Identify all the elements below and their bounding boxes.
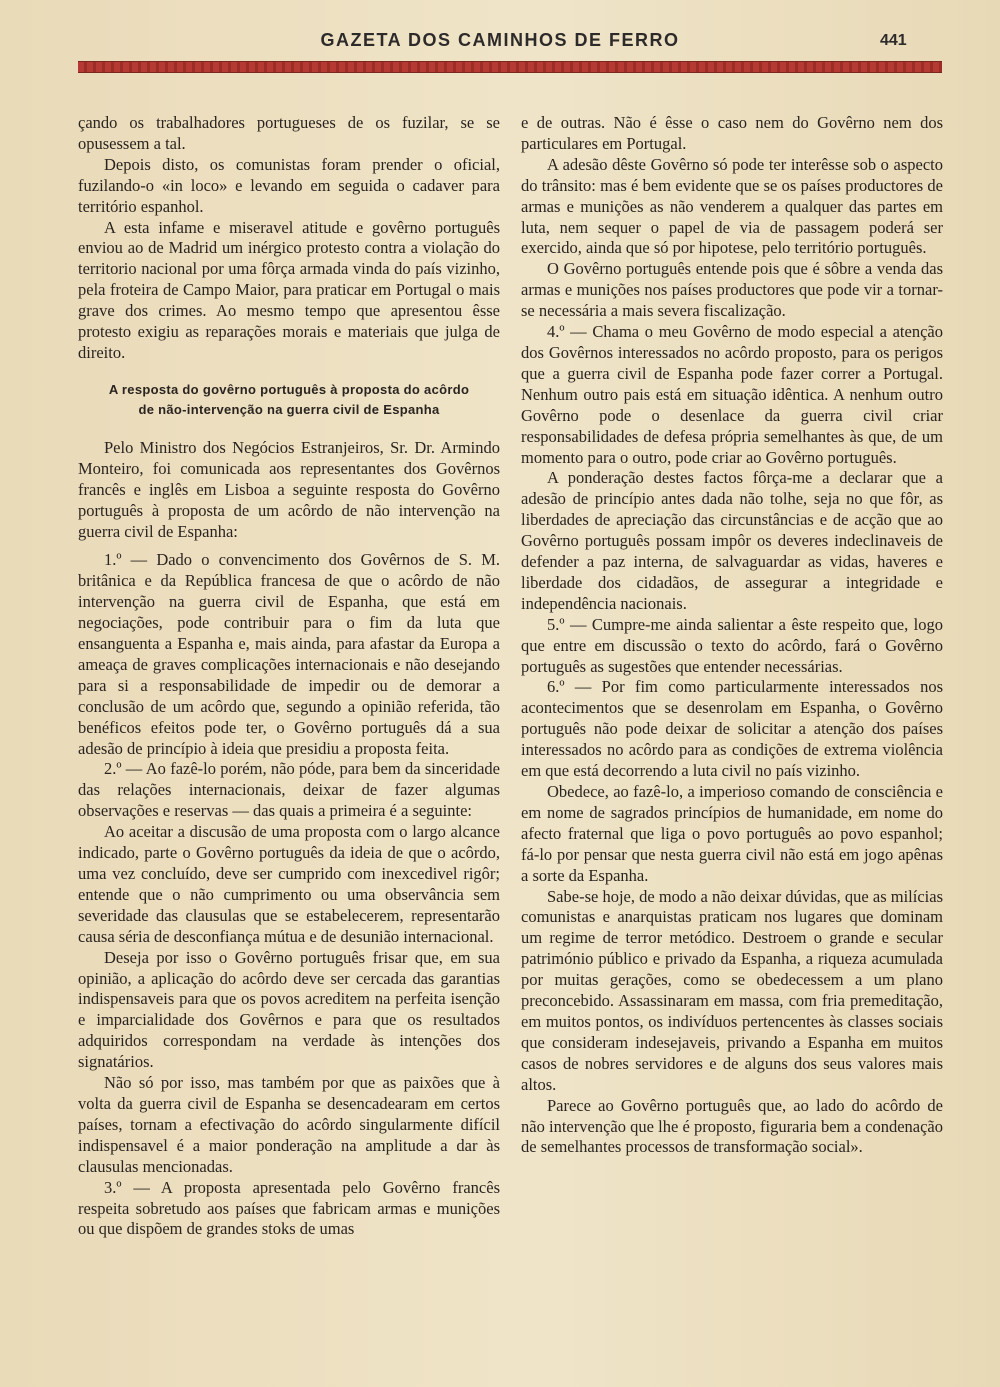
section-heading-line: de não-intervenção na guerra civil de Espanha — [138, 401, 440, 417]
paragraph: Sabe-se hoje, de modo a não deixar dúvidas, que as milícias comunistas e anarquistas praticam nos lugares que dominam um regime de terror metódico. Destroem o grande e secular património público e privado da Espanha, a riqueza acumulada por muitas gerações, como se obedecessem a um plano preconcebido. Assassinaram em massa, com fria premeditação, em muitos pontos, os indivíduos pertencentes às classes sociais que consideram indesejaveis, privando a Espanha em muitos casos de nobres servidores e de alguns dos seus valores mais altos. — [521, 886, 943, 1094]
section-heading-line: A resposta do govêrno português à proposta do acôrdo — [108, 381, 470, 397]
paragraph: 4.º — Chama o meu Govêrno de modo especial a atenção dos Govêrnos interessados no acôrdo proposto, para os perigos que a guerra civil de Espanha pode fazer correr a Portugal. Nenhum outro pais está em situação idêntica. A nenhum outro Govêrno pode o desenlace da guerra civil criar responsabilidades de defesa própria semelhantes às que, de um momento para o outro, pode criar ao Govêrno português. — [521, 322, 943, 467]
paragraph: e de outras. Não é êsse o caso nem do Govêrno nem dos particulares em Portugal. — [521, 113, 943, 153]
section-heading — [78, 380, 500, 420]
paragraph: Parece ao Govêrno português que, ao lado do acôrdo de não intervenção que lhe é proposto, figuraria bem a condenação de semelhantes processos de transformação social». — [521, 1095, 943, 1157]
paragraph: 2.º — Ao fazê-lo porém, não póde, para bem da sinceridade das relações internacionais, deixar de fazer algumas observações e reservas — das quais a primeira é a seguinte: — [78, 759, 500, 821]
paragraph: Pelo Ministro dos Negócios Estranjeiros, Sr. Dr. Armindo Monteiro, foi comunicada aos representantes dos Govêrnos francês e inglês em Lisboa a seguinte resposta do Govêrno português à proposta de um acôrdo de não intervenção na guerra civil de Espanha: — [78, 437, 500, 541]
left-column — [78, 113, 500, 1240]
paragraph: çando os trabalhadores portugueses de os fuzilar, se se opusessem a tal. — [78, 113, 500, 153]
spacer — [78, 542, 500, 550]
paragraph: O Govêrno português entende pois que é sôbre a venda das armas e munições nos países productores que pode vir a tornar-se necessária a mais severa fiscalização. — [521, 259, 943, 321]
paragraph: A esta infame e miseravel atitude e govêrno português enviou ao de Madrid um inérgico protesto contra a violação do territorio nacional por uma fôrça armada vinda do país vizinho, pela froteira de Campo Maior, para praticar em Portugal o mais grave dos crimes. Ao mesmo tempo que apresentou êsse protesto exigiu as reparações morais e materiais que julga de direito. — [78, 217, 500, 362]
paragraph: A adesão dêste Govêrno só pode ter interêsse sob o aspecto do trânsito: mas é bem evidente que se os países productores de armas e munições as não venderem a qualquer das partes em luta, nem sequer o papel de via de passagem poderá ser exercido, ainda que só por hipotese, pelo território português. — [521, 154, 943, 258]
right-column — [521, 113, 943, 1158]
paragraph: Depois disto, os comunistas foram prender o oficial, fuzilando-o «in loco» e levando em seguida o cadaver para território espanhol. — [78, 154, 500, 216]
paragraph: 1.º — Dado o convencimento dos Govêrnos de S. M. britânica e da República francesa de que o acôrdo de não intervenção na guerra civil de Espanha, que está em negociações, pode contribuir para o fim da luta que ensanguenta a Espanha e, mais ainda, para afastar da Europa a ameaça de graves complicações internacionais e não desejando para si a responsabilidade de impedir ou de demorar a conclusão de um acôrdo que, segundo a opinião referida, tão benéficos efeitos pode ter, o Govêrno português dá a sua adesão de princípio à ideia que presidiu a proposta feita. — [78, 550, 500, 758]
paragraph: Ao aceitar a discusão de uma proposta com o largo alcance indicado, parte o Govêrno português da ideia de que o acôrdo, uma vez concluído, deve ser cumprido com inexcedivel rigôr; entende que o não cumprimento ou uma observância sem severidade das clausulas que se estabelecerem, representarão causa séria de desconfiança mútua e de desunião internacional. — [78, 822, 500, 946]
paragraph: A ponderação destes factos fôrça-me a declarar que a adesão de princípio antes dada não tolhe, seja no que fôr, as liberdades de apreciação das circunstâncias e de acção que ao Govêrno português possam impôr os deveres indeclinaveis de defender a paz interna, de salvaguardar as vidas, haveres e liberdade dos cidadãos, de assegurar a integridade e independência nacionais. — [521, 468, 943, 613]
paragraph: 6.º — Por fim como particularmente interessados nos acontecimentos que se desenrolam em Espanha, o Govêrno português não pode deixar de solicitar a atenção dos países interessados no acôrdo para as condições de extrema violência em que está decorrendo a luta civil no país vizinho. — [521, 677, 943, 781]
paragraph: Não só por isso, mas também por que as paixões que à volta da guerra civil de Espanha se desencadearam em certos países, tornam a efectivação do acôrdo singularmente difícil indispensavel é a maior ponderação na amplitude a dar às clausulas mencionadas. — [78, 1073, 500, 1176]
header-rule — [78, 61, 942, 73]
paragraph: 5.º — Cumpre-me ainda salientar a êste respeito que, logo que entre em discussão o texto do acôrdo, fará o Govêrno português as sugestões que entender necessárias. — [521, 614, 943, 676]
publication-title: GAZETA DOS CAMINHOS DE FERRO — [320, 30, 680, 50]
paragraph: Obedece, ao fazê-lo, a imperioso comando de consciência e em nome de sagrados princípios de humanidade, em nome do afecto fraternal que liga o povo português ao povo espanhol; fá-lo por pensar que nesta guerra civil não está em jogo apênas a sorte da Espanha. — [521, 782, 943, 885]
paragraph: 3.º — A proposta apresentada pelo Govêrno francês respeita sobretudo aos países que fabricam armas e munições ou que dispõem de grandes stoks de umas — [78, 1177, 500, 1239]
page-number: 441 — [880, 32, 907, 49]
paragraph: Deseja por isso o Govêrno português frisar que, em sua opinião, a aplicação do acôrdo deve ser cercada das garantias indispensaveis para que os povos acreditem na perfeita isenção e imparcialidade dos Govêrnos e para que os resultados adquiridos correspondam na verdade às intenções dos signatários. — [78, 947, 500, 1072]
